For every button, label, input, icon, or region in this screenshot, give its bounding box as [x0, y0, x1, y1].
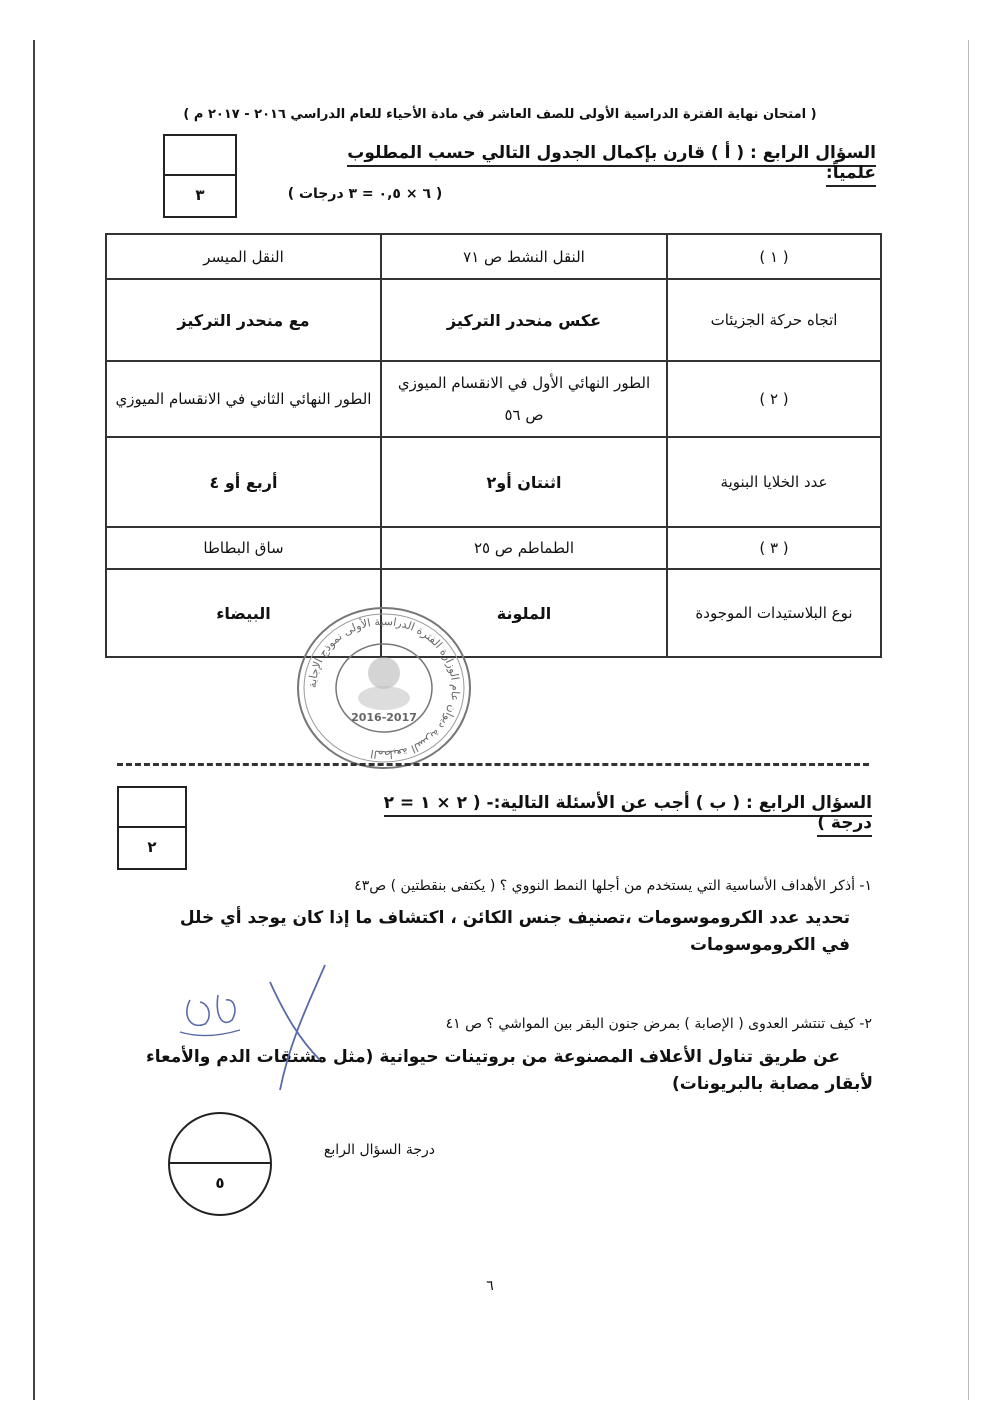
- part-b-title: السؤال الرابع : ( ب ) أجب عن الأسئلة التالية:- ( ٢ × ١ = ٢ درجة ): [360, 793, 872, 833]
- part-a-marks: ( ٦ × ٠,٥ = ٣ درجات ): [287, 186, 443, 202]
- table-cell: الطور النهائي الأول في الانقسام الميوزي ص ٥٦: [381, 361, 667, 437]
- table-row: [106, 361, 881, 437]
- table-cell: البيضاء: [106, 569, 381, 657]
- table-cell: نوع البلاستيدات الموجودة: [667, 569, 881, 657]
- table-cell: النقل الميسر: [106, 234, 381, 279]
- part-a-score-box: [163, 134, 237, 218]
- table-cell: عدد الخلايا البنوية: [667, 437, 881, 527]
- table-cell: الطماطم ص ٢٥: [381, 527, 667, 569]
- part-a-score: ٣: [195, 186, 205, 204]
- table-row: [106, 569, 881, 657]
- table-cell: النقل النشط ص ٧١: [381, 234, 667, 279]
- table-cell: ( ١ ): [667, 234, 881, 279]
- table-cell: ساق البطاطا: [106, 527, 381, 569]
- exam-header: ( امتحان نهاية الفترة الدراسية الأولى للصف العاشر في مادة الأحياء للعام الدراسي ٢٠١٦ - ٢٠١٧ م ): [183, 107, 817, 122]
- table-row: [106, 437, 881, 527]
- answer-2-line-1: عن طريق تناول الأعلاف المصنوعة من بروتينات حيوانية (مثل مشتقات الدم والأمعاء: [146, 1047, 840, 1067]
- table-cell: ( ٢ ): [667, 361, 881, 437]
- question-2: ٢- كيف تنتشر العدوى ( الإصابة ) بمرض جنون البقر بين المواشي ؟ ص ٤١: [445, 1016, 872, 1032]
- table-row: [106, 234, 881, 279]
- section-divider: [117, 763, 869, 766]
- total-score: ٥: [215, 1174, 225, 1192]
- part-a-title: السؤال الرابع : ( أ ) قارن بإكمال الجدول التالي حسب المطلوب علمياً:: [320, 143, 876, 183]
- left-margin-line: [33, 40, 35, 1400]
- handwritten-grader-mark: [160, 960, 360, 1100]
- question-1: ١- أذكر الأهداف الأساسية التي يستخدم من أجلها النمط النووي ؟ ( يكتفى بنقطتين ) ص٤٣: [354, 878, 872, 894]
- table-cell: عكس منحدر التركيز: [381, 279, 667, 361]
- answer-1-line-1: تحديد عدد الكروموسومات ،تصنيف جنس الكائن ، اكتشاف ما إذا كان يوجد أي خلل: [179, 908, 850, 928]
- answer-2-line-2: لأبقار مصابة بالبريونات): [672, 1074, 873, 1094]
- stamp-ring-text: المطبعة السرية ديوان عام الوزارة الفترة الدراسية الأولى نموذج الإجابة: [305, 614, 463, 762]
- answer-1-line-2: في الكروموسومات: [689, 935, 850, 955]
- page-number: ٦: [486, 1278, 494, 1294]
- part-b-score: ٢: [147, 838, 157, 856]
- table-cell: أربع أو ٤: [106, 437, 381, 527]
- table-cell: اتجاه حركة الجزيئات: [667, 279, 881, 361]
- official-stamp: [293, 603, 475, 773]
- stamp-year: 2016-2017: [351, 711, 417, 724]
- table-cell: ( ٣ ): [667, 527, 881, 569]
- right-margin-line: [968, 40, 969, 1400]
- table-cell: اثنتان أو٢: [381, 437, 667, 527]
- table-cell: الملونة: [381, 569, 667, 657]
- table-row: [106, 527, 881, 569]
- total-score-circle: [168, 1112, 272, 1216]
- part-b-score-box: [117, 786, 187, 870]
- table-cell: الطور النهائي الثاني في الانقسام الميوزي: [106, 361, 381, 437]
- total-label: درجة السؤال الرابع: [323, 1142, 435, 1158]
- comparison-table: [105, 233, 882, 658]
- table-cell: مع منحدر التركيز: [106, 279, 381, 361]
- table-row: [106, 279, 881, 361]
